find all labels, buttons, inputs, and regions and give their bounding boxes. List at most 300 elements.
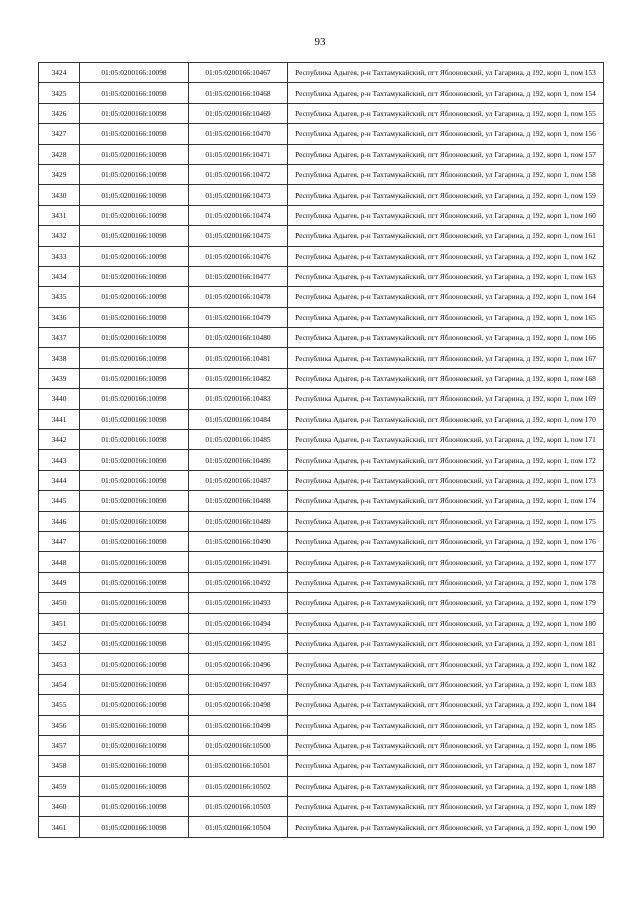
address: Республика Адыгея, р-н Тахтамукайский, пгт Яблоновский, ул Гагарина, д 192, корп 1, пом 168 (295, 374, 596, 384)
parent-cadastral-number: 01:05:0200166:10098 (101, 822, 167, 832)
table-row (39, 776, 604, 796)
cadastral-number: 01:05:0200166:10485 (205, 435, 271, 445)
address: Республика Адыгея, р-н Тахтамукайский, пгт Яблоновский, ул Гагарина, д 192, корп 1, пом 154 (295, 88, 596, 98)
table-row (39, 389, 604, 409)
parent-cadastral-number: 01:05:0200166:10098 (101, 414, 167, 424)
address-cell (288, 715, 604, 735)
address: Республика Адыгея, р-н Тахтамукайский, пгт Яблоновский, ул Гагарина, д 192, корп 1, пом 169 (295, 394, 596, 404)
cadastral-number: 01:05:0200166:10470 (205, 129, 271, 139)
parent-cadastral-number-cell (80, 531, 189, 551)
row-number: 3459 (51, 781, 67, 791)
address: Республика Адыгея, р-н Тахтамукайский, пгт Яблоновский, ул Гагарина, д 192, корп 1, пом 171 (295, 435, 596, 445)
row-number: 3460 (51, 802, 67, 812)
address: Республика Адыгея, р-н Тахтамукайский, пгт Яблоновский, ул Гагарина, д 192, корп 1, пом 165 (295, 312, 596, 322)
cadastral-number: 01:05:0200166:10495 (205, 639, 271, 649)
cadastral-number: 01:05:0200166:10481 (205, 353, 271, 363)
parent-cadastral-number: 01:05:0200166:10098 (101, 781, 167, 791)
parent-cadastral-number-cell (80, 633, 189, 653)
row-number: 3434 (51, 272, 67, 282)
address: Республика Адыгея, р-н Тахтамукайский, пгт Яблоновский, ул Гагарина, д 192, корп 1, пом 176 (295, 537, 596, 547)
parent-cadastral-number-cell (80, 389, 189, 409)
table-row (39, 491, 604, 511)
cadastral-number-cell (189, 430, 288, 450)
row-number: 3431 (51, 210, 67, 220)
cadastral-number: 01:05:0200166:10502 (205, 781, 271, 791)
cadastral-number-cell (189, 409, 288, 429)
parent-cadastral-number-cell (80, 430, 189, 450)
address-cell (288, 205, 604, 225)
cadastral-number: 01:05:0200166:10476 (205, 251, 271, 261)
address-cell (288, 613, 604, 633)
table-row (39, 287, 604, 307)
address: Республика Адыгея, р-н Тахтамукайский, пгт Яблоновский, ул Гагарина, д 192, корп 1, пом 188 (295, 781, 596, 791)
parent-cadastral-number: 01:05:0200166:10098 (101, 598, 167, 608)
table-row (39, 226, 604, 246)
row-number-cell (39, 715, 80, 735)
address: Республика Адыгея, р-н Тахтамукайский, пгт Яблоновский, ул Гагарина, д 192, корп 1, пом 166 (295, 333, 596, 343)
row-number: 3440 (51, 394, 67, 404)
cadastral-number: 01:05:0200166:10473 (205, 190, 271, 200)
row-number-cell (39, 368, 80, 388)
parent-cadastral-number-cell (80, 450, 189, 470)
address: Республика Адыгея, р-н Тахтамукайский, пгт Яблоновский, ул Гагарина, д 192, корп 1, пом 178 (295, 577, 596, 587)
parent-cadastral-number-cell (80, 797, 189, 817)
cadastral-number-cell (189, 307, 288, 327)
row-number-cell (39, 246, 80, 266)
parent-cadastral-number: 01:05:0200166:10098 (101, 333, 167, 343)
row-number: 3453 (51, 659, 67, 669)
cadastral-number: 01:05:0200166:10489 (205, 516, 271, 526)
parent-cadastral-number-cell (80, 226, 189, 246)
cadastral-number-cell (189, 83, 288, 103)
address-cell (288, 287, 604, 307)
parent-cadastral-number: 01:05:0200166:10098 (101, 353, 167, 363)
parent-cadastral-number: 01:05:0200166:10098 (101, 272, 167, 282)
cadastral-number-cell (189, 511, 288, 531)
parent-cadastral-number-cell (80, 287, 189, 307)
row-number: 3439 (51, 374, 67, 384)
address-cell (288, 572, 604, 592)
cadastral-number-cell (189, 633, 288, 653)
parent-cadastral-number: 01:05:0200166:10098 (101, 659, 167, 669)
row-number-cell (39, 552, 80, 572)
cadastral-number: 01:05:0200166:10475 (205, 231, 271, 241)
parent-cadastral-number-cell (80, 735, 189, 755)
address-cell (288, 654, 604, 674)
row-number-cell (39, 613, 80, 633)
cadastral-number: 01:05:0200166:10479 (205, 312, 271, 322)
row-number-cell (39, 735, 80, 755)
cadastral-number: 01:05:0200166:10468 (205, 88, 271, 98)
cadastral-number-cell (189, 470, 288, 490)
address: Республика Адыгея, р-н Тахтамукайский, пгт Яблоновский, ул Гагарина, д 192, корп 1, пом 156 (295, 129, 596, 139)
row-number: 3428 (51, 149, 67, 159)
row-number-cell (39, 307, 80, 327)
row-number-cell (39, 63, 80, 83)
row-number-cell (39, 674, 80, 694)
parent-cadastral-number-cell (80, 409, 189, 429)
row-number-cell (39, 328, 80, 348)
parent-cadastral-number: 01:05:0200166:10098 (101, 577, 167, 587)
table-row (39, 409, 604, 429)
address-cell (288, 735, 604, 755)
parent-cadastral-number: 01:05:0200166:10098 (101, 455, 167, 465)
address: Республика Адыгея, р-н Тахтамукайский, пгт Яблоновский, ул Гагарина, д 192, корп 1, пом 187 (295, 761, 596, 771)
cadastral-number-cell (189, 124, 288, 144)
table-row (39, 511, 604, 531)
registry-table (38, 62, 604, 838)
parent-cadastral-number: 01:05:0200166:10098 (101, 68, 167, 78)
address-cell (288, 144, 604, 164)
address: Республика Адыгея, р-н Тахтамукайский, пгт Яблоновский, ул Гагарина, д 192, корп 1, пом 175 (295, 516, 596, 526)
page-number: 93 (314, 36, 326, 48)
cadastral-number: 01:05:0200166:10472 (205, 170, 271, 180)
cadastral-number-cell (189, 817, 288, 837)
address-cell (288, 756, 604, 776)
parent-cadastral-number: 01:05:0200166:10098 (101, 374, 167, 384)
parent-cadastral-number: 01:05:0200166:10098 (101, 88, 167, 98)
cadastral-number: 01:05:0200166:10477 (205, 272, 271, 282)
row-number: 3449 (51, 577, 67, 587)
address: Республика Адыгея, р-н Тахтамукайский, пгт Яблоновский, ул Гагарина, д 192, корп 1, пом 177 (295, 557, 596, 567)
cadastral-number: 01:05:0200166:10486 (205, 455, 271, 465)
cadastral-number: 01:05:0200166:10482 (205, 374, 271, 384)
cadastral-number: 01:05:0200166:10490 (205, 537, 271, 547)
cadastral-number-cell (189, 531, 288, 551)
row-number: 3451 (51, 618, 67, 628)
cadastral-number-cell (189, 450, 288, 470)
table-body (39, 63, 604, 838)
parent-cadastral-number-cell (80, 124, 189, 144)
parent-cadastral-number-cell (80, 368, 189, 388)
table-row (39, 552, 604, 572)
cadastral-number: 01:05:0200166:10480 (205, 333, 271, 343)
cadastral-number-cell (189, 144, 288, 164)
row-number: 3444 (51, 476, 67, 485)
address-cell (288, 63, 604, 83)
parent-cadastral-number-cell (80, 654, 189, 674)
parent-cadastral-number: 01:05:0200166:10098 (101, 720, 167, 730)
row-number: 3441 (51, 414, 67, 424)
row-number-cell (39, 450, 80, 470)
parent-cadastral-number-cell (80, 266, 189, 286)
address-cell (288, 328, 604, 348)
row-number-cell (39, 164, 80, 184)
address-cell (288, 368, 604, 388)
address-cell (288, 470, 604, 490)
cadastral-number: 01:05:0200166:10492 (205, 577, 271, 587)
table-row (39, 593, 604, 613)
parent-cadastral-number: 01:05:0200166:10098 (101, 108, 167, 118)
table-row (39, 531, 604, 551)
address: Республика Адыгея, р-н Тахтамукайский, пгт Яблоновский, ул Гагарина, д 192, корп 1, пом 180 (295, 618, 596, 628)
address: Республика Адыгея, р-н Тахтамукайский, пгт Яблоновский, ул Гагарина, д 192, корп 1, пом 174 (295, 496, 596, 506)
row-number-cell (39, 226, 80, 246)
cadastral-number: 01:05:0200166:10501 (205, 761, 271, 771)
row-number-cell (39, 695, 80, 715)
table-row (39, 430, 604, 450)
address-cell (288, 307, 604, 327)
parent-cadastral-number-cell (80, 613, 189, 633)
address: Республика Адыгея, р-н Тахтамукайский, пгт Яблоновский, ул Гагарина, д 192, корп 1, пом 179 (295, 598, 596, 608)
table-row (39, 613, 604, 633)
table-row (39, 633, 604, 653)
cadastral-number-cell (189, 695, 288, 715)
row-number-cell (39, 593, 80, 613)
cadastral-number-cell (189, 756, 288, 776)
table-row (39, 185, 604, 205)
table-row (39, 328, 604, 348)
cadastral-number: 01:05:0200166:10496 (205, 659, 271, 669)
row-number-cell (39, 797, 80, 817)
cadastral-number: 01:05:0200166:10483 (205, 394, 271, 404)
row-number: 3447 (51, 537, 67, 547)
row-number: 3454 (51, 679, 67, 689)
address: Республика Адыгея, р-н Тахтамукайский, пгт Яблоновский, ул Гагарина, д 192, корп 1, пом 185 (295, 720, 596, 730)
cadastral-number: 01:05:0200166:10493 (205, 598, 271, 608)
address-cell (288, 695, 604, 715)
table-row (39, 715, 604, 735)
parent-cadastral-number: 01:05:0200166:10098 (101, 312, 167, 322)
parent-cadastral-number: 01:05:0200166:10098 (101, 741, 167, 751)
row-number-cell (39, 572, 80, 592)
address-cell (288, 817, 604, 837)
table-row (39, 797, 604, 817)
cadastral-number-cell (189, 491, 288, 511)
parent-cadastral-number-cell (80, 246, 189, 266)
table-row (39, 144, 604, 164)
cadastral-number: 01:05:0200166:10497 (205, 679, 271, 689)
cadastral-number-cell (189, 797, 288, 817)
parent-cadastral-number-cell (80, 674, 189, 694)
address: Республика Адыгея, р-н Тахтамукайский, пгт Яблоновский, ул Гагарина, д 192, корп 1, пом 163 (295, 272, 596, 282)
parent-cadastral-number: 01:05:0200166:10098 (101, 639, 167, 649)
row-number: 3446 (51, 516, 67, 526)
parent-cadastral-number-cell (80, 63, 189, 83)
row-number-cell (39, 531, 80, 551)
parent-cadastral-number-cell (80, 593, 189, 613)
table-row (39, 307, 604, 327)
address: Республика Адыгея, р-н Тахтамукайский, пгт Яблоновский, ул Гагарина, д 192, корп 1, пом 161 (295, 231, 596, 241)
cadastral-number-cell (189, 674, 288, 694)
cadastral-number: 01:05:0200166:10504 (205, 822, 271, 832)
row-number: 3435 (51, 292, 67, 302)
table-row (39, 654, 604, 674)
cadastral-number-cell (189, 572, 288, 592)
cadastral-number-cell (189, 654, 288, 674)
address-cell (288, 389, 604, 409)
parent-cadastral-number-cell (80, 695, 189, 715)
parent-cadastral-number: 01:05:0200166:10098 (101, 394, 167, 404)
cadastral-number-cell (189, 266, 288, 286)
parent-cadastral-number-cell (80, 348, 189, 368)
row-number: 3432 (51, 231, 67, 241)
table-row (39, 735, 604, 755)
parent-cadastral-number: 01:05:0200166:10098 (101, 537, 167, 547)
row-number-cell (39, 511, 80, 531)
address-cell (288, 83, 604, 103)
cadastral-number-cell (189, 103, 288, 123)
row-number-cell (39, 776, 80, 796)
row-number: 3436 (51, 312, 67, 322)
address: Республика Адыгея, р-н Тахтамукайский, пгт Яблоновский, ул Гагарина, д 192, корп 1, пом 182 (295, 659, 596, 669)
address: Республика Адыгея, р-н Тахтамукайский, пгт Яблоновский, ул Гагарина, д 192, корп 1, пом 164 (295, 292, 596, 302)
parent-cadastral-number: 01:05:0200166:10098 (101, 618, 167, 628)
cadastral-number-cell (189, 205, 288, 225)
address-cell (288, 593, 604, 613)
row-number: 3437 (51, 333, 67, 343)
address-cell (288, 124, 604, 144)
row-number-cell (39, 83, 80, 103)
row-number: 3433 (51, 251, 67, 261)
cadastral-number: 01:05:0200166:10467 (205, 68, 271, 78)
address-cell (288, 185, 604, 205)
cadastral-number: 01:05:0200166:10488 (205, 496, 271, 506)
row-number-cell (39, 430, 80, 450)
table-row (39, 205, 604, 225)
address: Республика Адыгея, р-н Тахтамукайский, пгт Яблоновский, ул Гагарина, д 192, корп 1, пом 170 (295, 414, 596, 424)
row-number: 3452 (51, 639, 67, 649)
parent-cadastral-number: 01:05:0200166:10098 (101, 557, 167, 567)
cadastral-number: 01:05:0200166:10478 (205, 292, 271, 302)
address-cell (288, 103, 604, 123)
cadastral-number-cell (189, 226, 288, 246)
row-number: 3438 (51, 353, 67, 363)
parent-cadastral-number: 01:05:0200166:10098 (101, 210, 167, 220)
parent-cadastral-number-cell (80, 307, 189, 327)
row-number-cell (39, 756, 80, 776)
cadastral-number-cell (189, 715, 288, 735)
table-row (39, 450, 604, 470)
cadastral-number: 01:05:0200166:10491 (205, 557, 271, 567)
address-cell (288, 246, 604, 266)
cadastral-number-cell (189, 552, 288, 572)
parent-cadastral-number-cell (80, 756, 189, 776)
address: Республика Адыгея, р-н Тахтамукайский, пгт Яблоновский, ул Гагарина, д 192, корп 1, пом 157 (295, 149, 596, 159)
cadastral-number-cell (189, 287, 288, 307)
row-number: 3445 (51, 496, 67, 506)
address: Республика Адыгея, р-н Тахтамукайский, пгт Яблоновский, ул Гагарина, д 192, корп 1, пом 162 (295, 251, 596, 261)
table-row (39, 246, 604, 266)
cadastral-number: 01:05:0200166:10471 (205, 149, 271, 159)
cadastral-number: 01:05:0200166:10500 (205, 741, 271, 751)
cadastral-number-cell (189, 389, 288, 409)
address-cell (288, 348, 604, 368)
cadastral-number-cell (189, 185, 288, 205)
parent-cadastral-number: 01:05:0200166:10098 (101, 802, 167, 812)
parent-cadastral-number: 01:05:0200166:10098 (101, 516, 167, 526)
table-row (39, 164, 604, 184)
row-number: 3450 (51, 598, 67, 608)
cadastral-number-cell (189, 164, 288, 184)
parent-cadastral-number-cell (80, 205, 189, 225)
address-cell (288, 633, 604, 653)
parent-cadastral-number-cell (80, 83, 189, 103)
row-number: 3427 (51, 129, 67, 139)
parent-cadastral-number-cell (80, 817, 189, 837)
row-number-cell (39, 266, 80, 286)
parent-cadastral-number: 01:05:0200166:10098 (101, 476, 167, 485)
address-cell (288, 164, 604, 184)
address: Республика Адыгея, р-н Тахтамукайский, пгт Яблоновский, ул Гагарина, д 192, корп 1, пом 184 (295, 700, 596, 710)
row-number: 3461 (51, 822, 67, 832)
address-cell (288, 674, 604, 694)
table-row (39, 124, 604, 144)
parent-cadastral-number-cell (80, 572, 189, 592)
cadastral-number: 01:05:0200166:10494 (205, 618, 271, 628)
parent-cadastral-number-cell (80, 164, 189, 184)
parent-cadastral-number-cell (80, 470, 189, 490)
address: Республика Адыгея, р-н Тахтамукайский, пгт Яблоновский, ул Гагарина, д 192, корп 1, пом 159 (295, 190, 596, 200)
row-number-cell (39, 654, 80, 674)
address: Республика Адыгея, р-н Тахтамукайский, пгт Яблоновский, ул Гагарина, д 192, корп 1, пом 190 (295, 822, 596, 832)
table-row (39, 756, 604, 776)
cadastral-number-cell (189, 735, 288, 755)
row-number-cell (39, 633, 80, 653)
cadastral-number: 01:05:0200166:10503 (205, 802, 271, 812)
address-cell (288, 226, 604, 246)
row-number-cell (39, 389, 80, 409)
row-number-cell (39, 124, 80, 144)
parent-cadastral-number-cell (80, 185, 189, 205)
parent-cadastral-number-cell (80, 103, 189, 123)
cadastral-number: 01:05:0200166:10487 (205, 476, 271, 485)
parent-cadastral-number: 01:05:0200166:10098 (101, 496, 167, 506)
row-number-cell (39, 409, 80, 429)
row-number-cell (39, 205, 80, 225)
table-row (39, 368, 604, 388)
cadastral-number: 01:05:0200166:10499 (205, 720, 271, 730)
parent-cadastral-number-cell (80, 144, 189, 164)
table-row (39, 674, 604, 694)
cadastral-number-cell (189, 593, 288, 613)
address-cell (288, 511, 604, 531)
row-number: 3458 (51, 761, 67, 771)
address: Республика Адыгея, р-н Тахтамукайский, пгт Яблоновский, ул Гагарина, д 192, корп 1, пом 172 (295, 455, 596, 465)
parent-cadastral-number-cell (80, 328, 189, 348)
address: Республика Адыгея, р-н Тахтамукайский, пгт Яблоновский, ул Гагарина, д 192, корп 1, пом 153 (295, 68, 596, 78)
parent-cadastral-number-cell (80, 491, 189, 511)
row-number: 3448 (51, 557, 67, 567)
address: Республика Адыгея, р-н Тахтамукайский, пгт Яблоновский, ул Гагарина, д 192, корп 1, пом 167 (295, 353, 596, 363)
address: Республика Адыгея, р-н Тахтамукайский, пгт Яблоновский, ул Гагарина, д 192, корп 1, пом 181 (295, 639, 596, 649)
address: Республика Адыгея, р-н Тахтамукайский, пгт Яблоновский, ул Гагарина, д 192, корп 1, пом 173 (295, 476, 596, 485)
cadastral-number: 01:05:0200166:10484 (205, 414, 271, 424)
cadastral-number-cell (189, 613, 288, 633)
table-row (39, 470, 604, 490)
row-number: 3429 (51, 170, 67, 180)
cadastral-number-cell (189, 368, 288, 388)
cadastral-number: 01:05:0200166:10474 (205, 210, 271, 220)
parent-cadastral-number: 01:05:0200166:10098 (101, 761, 167, 771)
address: Республика Адыгея, р-н Тахтамукайский, пгт Яблоновский, ул Гагарина, д 192, корп 1, пом 160 (295, 210, 596, 220)
cadastral-number-cell (189, 63, 288, 83)
address-cell (288, 266, 604, 286)
parent-cadastral-number: 01:05:0200166:10098 (101, 251, 167, 261)
address-cell (288, 552, 604, 572)
parent-cadastral-number-cell (80, 715, 189, 735)
row-number: 3456 (51, 720, 67, 730)
cadastral-number-cell (189, 246, 288, 266)
table-row (39, 103, 604, 123)
row-number-cell (39, 470, 80, 490)
cadastral-number: 01:05:0200166:10469 (205, 108, 271, 118)
table-row (39, 572, 604, 592)
parent-cadastral-number-cell (80, 776, 189, 796)
parent-cadastral-number-cell (80, 511, 189, 531)
row-number-cell (39, 491, 80, 511)
cadastral-number-cell (189, 328, 288, 348)
